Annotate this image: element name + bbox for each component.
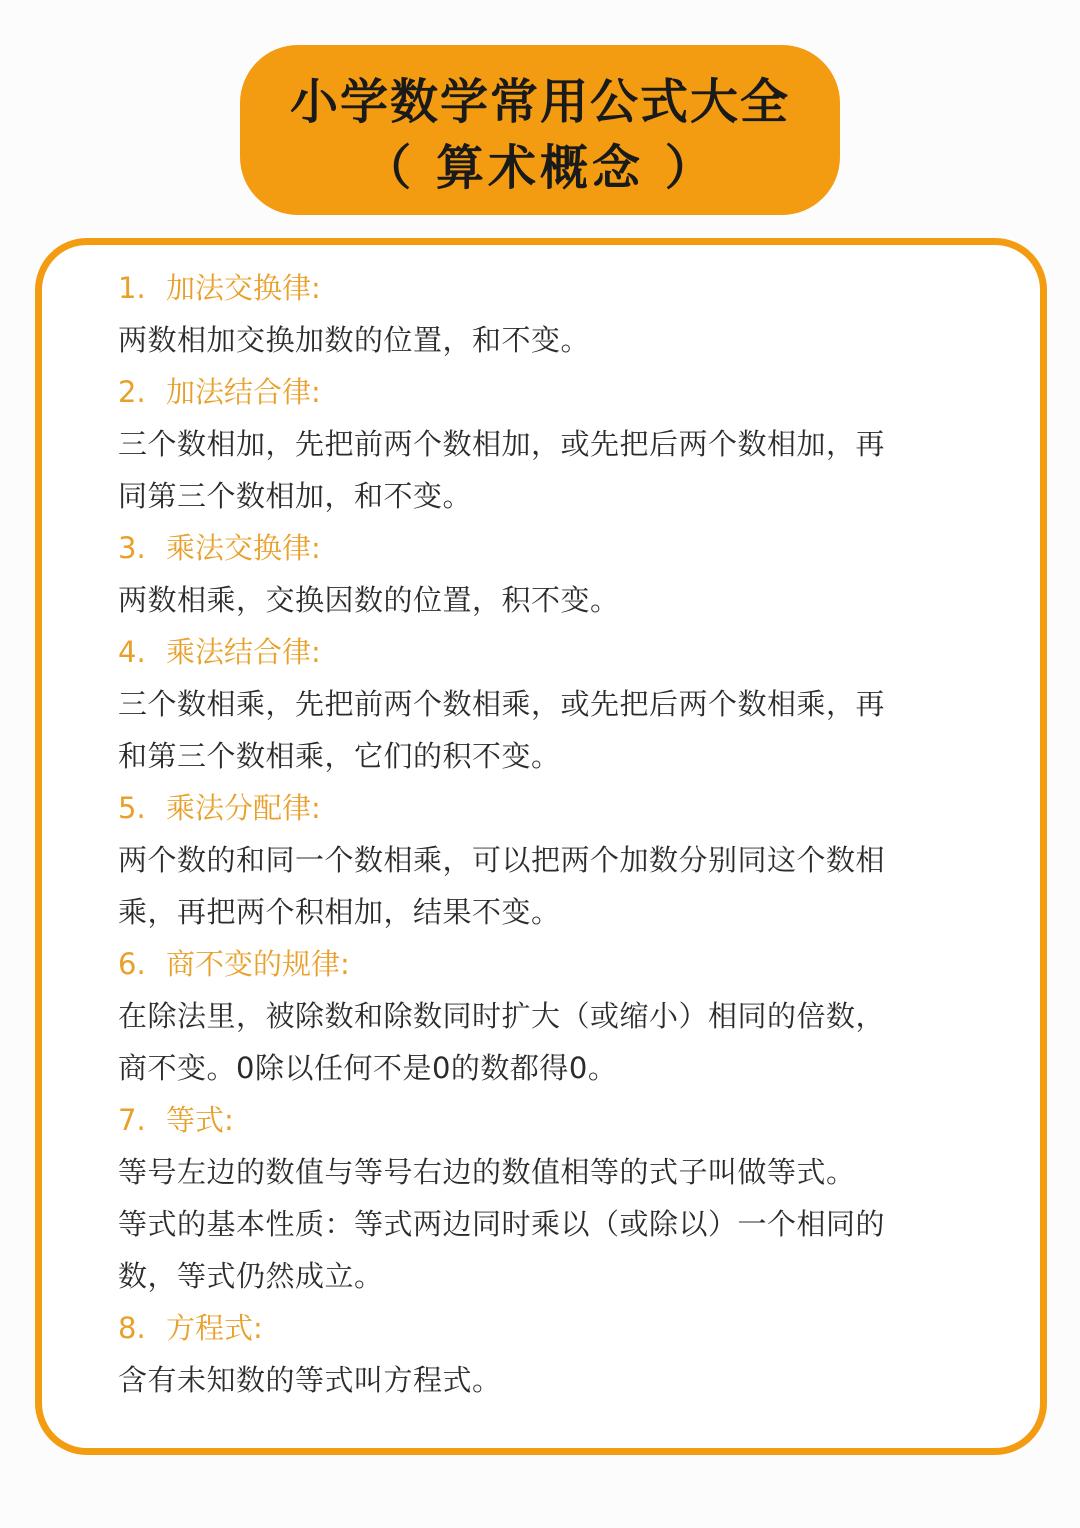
rule-number: 1.: [118, 271, 146, 305]
rule-description: [118, 1354, 938, 1406]
rule-description-line: 含有未知数的等式叫方程式。: [118, 1363, 502, 1397]
rule-heading: [118, 366, 938, 418]
rule-description: [118, 678, 938, 782]
rule-heading: [118, 262, 938, 314]
rule-description-line: 等式的基本性质：等式两边同时乘以（或除以）一个相同的: [118, 1207, 886, 1241]
rule-heading: [118, 1094, 938, 1146]
title-text-wrap: [240, 45, 840, 215]
rule-description-line: 三个数相乘，先把前两个数相乘，或先把后两个数相乘，再: [118, 687, 886, 721]
rule-description-line: 数，等式仍然成立。: [118, 1259, 384, 1293]
rule-description: [118, 1146, 938, 1302]
rule-number: 3.: [118, 531, 146, 565]
rule-name: 等式:: [166, 1103, 234, 1137]
rule-heading: [118, 522, 938, 574]
rule-number: 5.: [118, 791, 146, 825]
rule-name: 乘法分配律:: [166, 791, 321, 825]
rule-description-line: 在除法里，被除数和除数同时扩大（或缩小）相同的倍数，: [118, 999, 886, 1033]
rule-description-line: 乘，再把两个积相加，结果不变。: [118, 895, 561, 929]
rule-name: 商不变的规律:: [166, 947, 350, 981]
rule-name: 乘法结合律:: [166, 635, 321, 669]
rule-description-line: 同第三个数相加，和不变。: [118, 479, 473, 513]
rule-heading: [118, 938, 938, 990]
rule-description: [118, 990, 938, 1094]
rule-number: 6.: [118, 947, 146, 981]
rule-number: 7.: [118, 1103, 146, 1137]
rule-name: 加法结合律:: [166, 375, 321, 409]
page-title: 小学数学常用公式大全: [289, 74, 790, 130]
rules-list: [118, 262, 938, 1406]
rule-description-line: 和第三个数相乘，它们的积不变。: [118, 739, 561, 773]
rule-description: [118, 834, 938, 938]
rule-name: 乘法交换律:: [166, 531, 321, 565]
rule-heading: [118, 782, 938, 834]
rule-description: [118, 418, 938, 522]
rule-description-line: 商不变。0除以任何不是0的数都得0。: [118, 1051, 618, 1085]
rule-description: [118, 314, 938, 366]
rule-heading: [118, 1302, 938, 1354]
rule-number: 8.: [118, 1311, 146, 1345]
rule-number: 4.: [118, 635, 146, 669]
rule-description-line: 等号左边的数值与等号右边的数值相等的式子叫做等式。: [118, 1155, 856, 1189]
rule-description-line: 三个数相加，先把前两个数相加，或先把后两个数相加，再: [118, 427, 886, 461]
rule-description-line: 两数相乘，交换因数的位置，积不变。: [118, 583, 620, 617]
rule-heading: [118, 626, 938, 678]
rule-name: 方程式:: [166, 1311, 263, 1345]
rule-name: 加法交换律:: [166, 271, 321, 305]
rule-description: [118, 574, 938, 626]
rule-number: 2.: [118, 375, 146, 409]
rule-description-line: 两个数的和同一个数相乘，可以把两个加数分别同这个数相: [118, 843, 886, 877]
page-subtitle: （ 算术概念 ）: [363, 140, 717, 196]
rule-description-line: 两数相加交换加数的位置，和不变。: [118, 323, 591, 357]
